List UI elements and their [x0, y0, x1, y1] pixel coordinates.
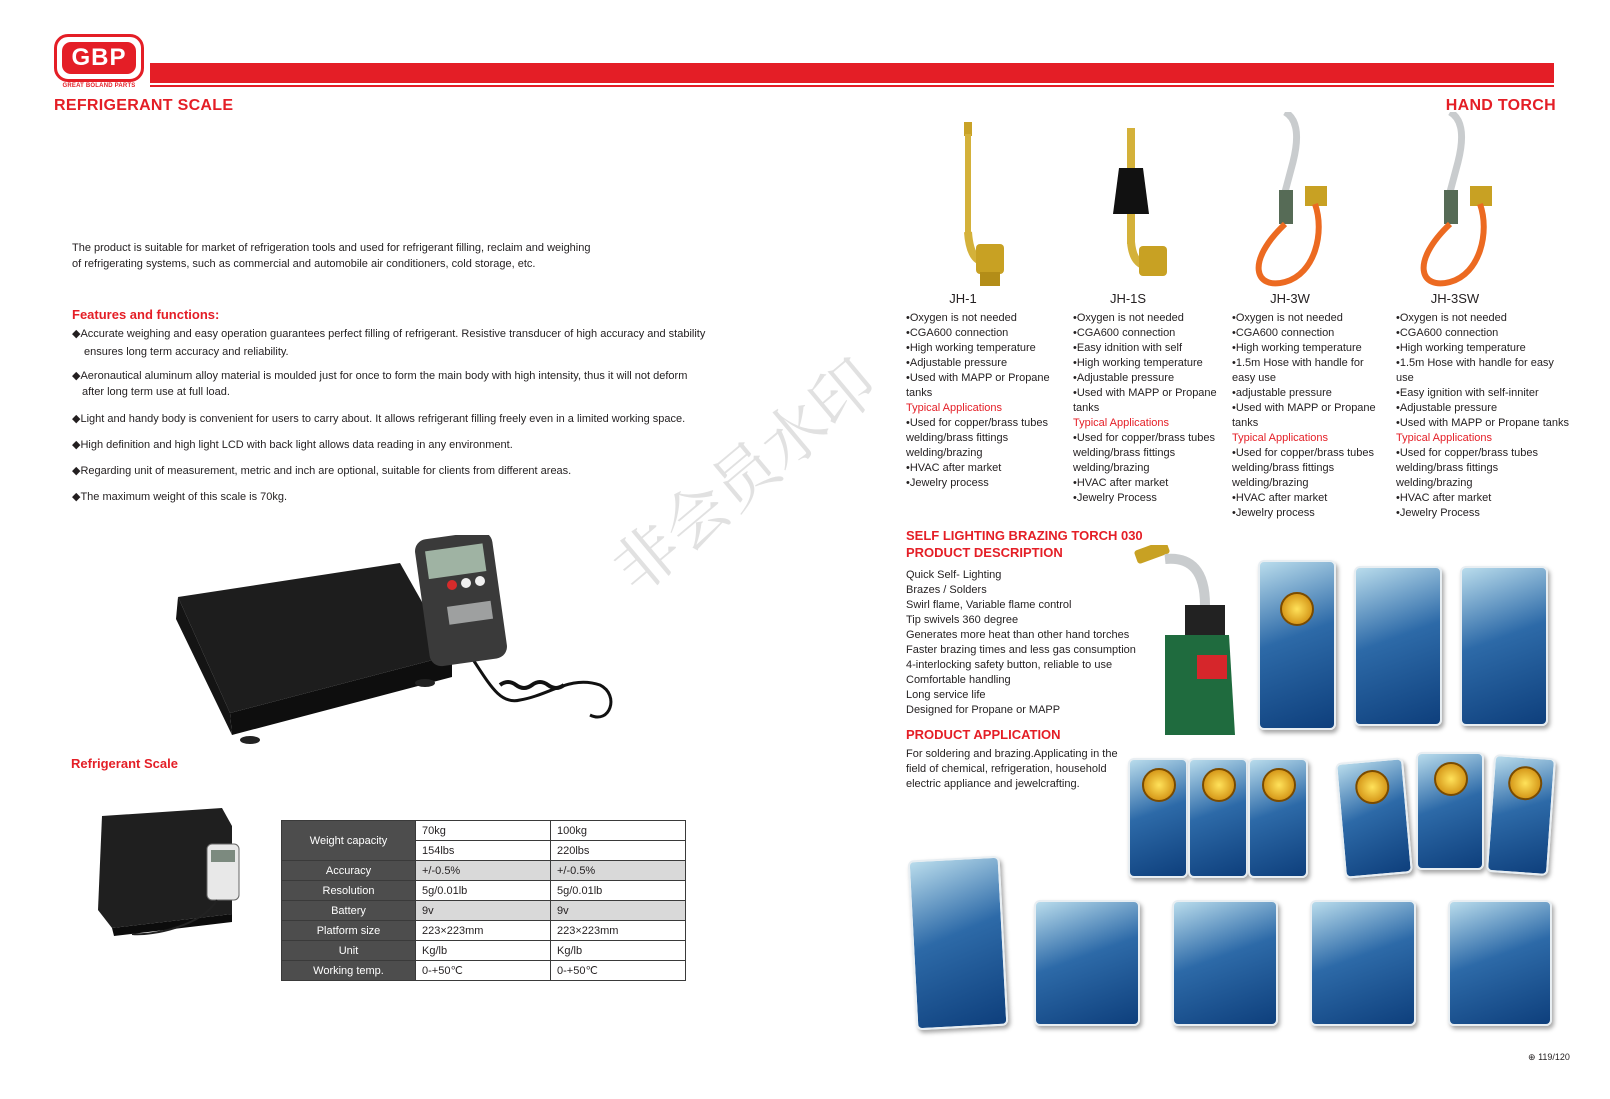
- spec-value: 9v: [551, 901, 686, 921]
- package-photo: [1335, 757, 1413, 878]
- torch-feature-line: •CGA600 connection: [1073, 327, 1176, 339]
- torch-feature-line: •Jewelry Process: [1396, 507, 1480, 519]
- typical-applications-heading: Typical Applications: [1073, 417, 1169, 429]
- typical-applications-heading: Typical Applications: [906, 402, 1002, 414]
- description-line: Tip swivels 360 degree: [906, 614, 1019, 626]
- torch-feature-line: use: [1396, 372, 1414, 384]
- torch-feature-line: welding/brass fittings: [906, 432, 1009, 444]
- model-name-jh3sw: JH-3SW: [1430, 291, 1480, 306]
- package-photo: [1034, 900, 1140, 1026]
- torch-feature-line: •High working temperature: [1232, 342, 1362, 354]
- feature-line: ◆High definition and high light LCD with back light allows data reading in any environment.: [72, 439, 513, 451]
- spec-value: Kg/lb: [416, 941, 551, 961]
- product-description: [906, 568, 1136, 718]
- table-row: [282, 881, 686, 901]
- torch-jh1s-image: [1105, 128, 1175, 290]
- spec-label: Weight capacity: [282, 821, 416, 861]
- spec-value: +/-0.5%: [551, 861, 686, 881]
- torch-feature-line: tanks: [1232, 417, 1259, 429]
- logo-frame: [54, 34, 144, 82]
- torch-feature-line: •HVAC after market: [1232, 492, 1328, 504]
- feature-item: [72, 326, 732, 360]
- spec-value: 0-+50℃: [551, 961, 686, 981]
- torch-feature-line: •High working temperature: [1073, 357, 1203, 369]
- torch-feature-line: •HVAC after market: [1396, 492, 1492, 504]
- description-line: 4-interlocking safety button, reliable to use: [906, 659, 1113, 671]
- torch-feature-line: •Oxygen is not needed: [906, 312, 1017, 324]
- feature-line: after long term use at full load.: [82, 386, 230, 398]
- torch-feature-line: •Jewelry process: [1232, 507, 1315, 519]
- package-photo: [908, 856, 1009, 1031]
- refrigerant-scale-small-image: [92, 806, 262, 946]
- package-photo: [1448, 900, 1552, 1026]
- table-row: [282, 921, 686, 941]
- spec-value: 220lbs: [551, 841, 686, 861]
- table-row: [282, 861, 686, 881]
- right-page-title: HAND TORCH: [1445, 97, 1556, 114]
- spec-value: 9v: [416, 901, 551, 921]
- package-photo: [1258, 560, 1336, 730]
- model-name-jh3w: JH-3W: [1270, 291, 1310, 306]
- features-title: Features and functions:: [72, 307, 220, 322]
- torch-feature-line: •Jewelry process: [906, 477, 989, 489]
- torch-feature-line: tanks: [1073, 402, 1100, 414]
- torch-feature-line: welding/brass fittings: [1073, 447, 1176, 459]
- torch-features-jh3sw: [1396, 311, 1576, 521]
- torch-feature-line: •High working temperature: [1396, 342, 1526, 354]
- spec-value: +/-0.5%: [416, 861, 551, 881]
- torch-feature-line: •HVAC after market: [1073, 477, 1169, 489]
- torch-jh3sw-image: [1410, 112, 1510, 290]
- torch-feature-line: •CGA600 connection: [906, 327, 1009, 339]
- torch-feature-line: welding/brass fittings: [1396, 462, 1499, 474]
- torch-feature-line: •Used with MAPP or Propane tanks: [1396, 417, 1570, 429]
- feature-item: [72, 368, 732, 400]
- spec-table: [281, 820, 686, 981]
- torch-jh3w-image: [1245, 112, 1345, 290]
- header-red-line: [150, 85, 1554, 87]
- torch-feature-line: welding/brazing: [1396, 477, 1473, 489]
- torch-feature-line: •Adjustable pressure: [906, 357, 1008, 369]
- description-line: Generates more heat than other hand torches: [906, 629, 1130, 641]
- table-row: [282, 961, 686, 981]
- application-line: field of chemical, refrigeration, household: [906, 763, 1107, 775]
- torch-feature-line: •1.5m Hose with handle for: [1232, 357, 1364, 369]
- torch-feature-line: welding/brazing: [1232, 477, 1309, 489]
- feature-line: ◆Aeronautical aluminum alloy material is moulded just for once to form the main body with high intensity, thus it will not deform: [72, 370, 688, 382]
- torch-feature-line: •High working temperature: [906, 342, 1036, 354]
- spec-value: 100kg: [551, 821, 686, 841]
- refrigerant-scale-image: [170, 535, 630, 765]
- typical-applications-heading: Typical Applications: [1232, 432, 1328, 444]
- torch-feature-line: •Oxygen is not needed: [1396, 312, 1507, 324]
- description-line: Brazes / Solders: [906, 584, 987, 596]
- spec-value: 70kg: [416, 821, 551, 841]
- logo-subtitle: GREAT BOLAND PARTS: [62, 83, 136, 89]
- torch-feature-line: •adjustable pressure: [1232, 387, 1332, 399]
- torch-feature-line: welding/brazing: [1073, 462, 1150, 474]
- torch-feature-line: •Used with MAPP or Propane: [1073, 387, 1217, 399]
- torch-jh1-image: [940, 122, 1010, 290]
- spec-label: Resolution: [282, 881, 416, 901]
- spec-label: Platform size: [282, 921, 416, 941]
- intro-line: The product is suitable for market of refrigeration tools and used for refrigerant filling, reclaim and weighing: [72, 242, 591, 254]
- torch-feature-line: •Used for copper/brass tubes: [1073, 432, 1216, 444]
- description-line: Comfortable handling: [906, 674, 1011, 686]
- description-line: Long service life: [906, 689, 986, 701]
- torch-features-jh3w: [1232, 311, 1392, 521]
- description-line: Swirl flame, Variable flame control: [906, 599, 1072, 611]
- torch-feature-line: •Adjustable pressure: [1396, 402, 1498, 414]
- feature-item: [72, 463, 732, 479]
- gbp-logo: [54, 34, 144, 92]
- torch-feature-line: •Used with MAPP or Propane: [1232, 402, 1376, 414]
- intro-line: of refrigerating systems, such as commercial and automobile air conditioners, cold storage, etc.: [72, 258, 536, 270]
- table-row: [282, 821, 686, 841]
- spec-value: 223×223mm: [416, 921, 551, 941]
- scale-product-label: Refrigerant Scale: [71, 756, 178, 771]
- header-red-bar: [150, 63, 1554, 83]
- feature-line: ◆Accurate weighing and easy operation guarantees perfect filling of refrigerant. Resistive transducer of high accuracy and stability: [72, 328, 706, 340]
- spec-label: Working temp.: [282, 961, 416, 981]
- table-row: [282, 941, 686, 961]
- torch-features-jh1: [906, 311, 1066, 491]
- watermark: 非会员水印: [599, 345, 893, 609]
- product-application: [906, 747, 1118, 792]
- model-name-jh1: JH-1: [949, 291, 977, 306]
- spec-value: 223×223mm: [551, 921, 686, 941]
- torch-feature-line: •Used with MAPP or Propane: [906, 372, 1050, 384]
- spec-label: Battery: [282, 901, 416, 921]
- left-page-title: REFRIGERANT SCALE: [54, 97, 234, 114]
- package-photo: [1486, 754, 1556, 876]
- torch-feature-line: welding/brass fittings: [1232, 462, 1335, 474]
- torch-feature-line: •Easy idnition with self: [1073, 342, 1183, 354]
- torch-feature-line: welding/brazing: [906, 447, 983, 459]
- feature-line: ◆Regarding unit of measurement, metric and inch are optional, suitable for clients from different areas.: [72, 465, 572, 477]
- spec-value: 0-+50℃: [416, 961, 551, 981]
- package-photo: [1188, 758, 1248, 878]
- torch-feature-line: •Used for copper/brass tubes: [1396, 447, 1539, 459]
- torch-feature-line: •Adjustable pressure: [1073, 372, 1175, 384]
- package-photo: [1416, 752, 1484, 870]
- torch-feature-line: easy use: [1232, 372, 1277, 384]
- torch-features-jh1s: [1073, 311, 1233, 506]
- globe-icon: ⊕: [1528, 1052, 1536, 1062]
- package-photo: [1310, 900, 1416, 1026]
- torch-feature-line: •CGA600 connection: [1232, 327, 1335, 339]
- package-photo: [1354, 566, 1442, 726]
- torch-feature-line: •HVAC after market: [906, 462, 1002, 474]
- torch-feature-line: •Used for copper/brass tubes: [1232, 447, 1375, 459]
- spec-value: 5g/0.01lb: [416, 881, 551, 901]
- package-photo: [1460, 566, 1548, 726]
- torch-feature-line: •Used for copper/brass tubes: [906, 417, 1049, 429]
- spec-value: 5g/0.01lb: [551, 881, 686, 901]
- package-photo: [1172, 900, 1278, 1026]
- application-line: electric appliance and jewelcrafting.: [906, 778, 1080, 790]
- torch-feature-line: tanks: [906, 387, 933, 399]
- self-lighting-torch-image: [1125, 545, 1245, 745]
- spec-value: Kg/lb: [551, 941, 686, 961]
- torch-feature-line: •Easy ignition with self-inniter: [1396, 387, 1539, 399]
- feature-item: [72, 411, 732, 427]
- page-number: [1528, 1052, 1570, 1063]
- feature-line: ◆Light and handy body is convenient for users to carry about. It allows refrigerant filling freely even in a limited working space.: [72, 413, 686, 425]
- package-photo: [1128, 758, 1188, 878]
- spec-value: 154lbs: [416, 841, 551, 861]
- torch-feature-line: •1.5m Hose with handle for easy: [1396, 357, 1554, 369]
- spec-label: Accuracy: [282, 861, 416, 881]
- table-row: [282, 901, 686, 921]
- page-number-text: 119/120: [1538, 1052, 1570, 1062]
- logo-text: GBP: [62, 42, 136, 74]
- product-description-title: PRODUCT DESCRIPTION: [906, 545, 1063, 560]
- feature-line: ensures long term accuracy and reliability.: [84, 346, 289, 358]
- torch-feature-line: •CGA600 connection: [1396, 327, 1499, 339]
- typical-applications-heading: Typical Applications: [1396, 432, 1492, 444]
- package-photo: [1248, 758, 1308, 878]
- feature-line: ◆The maximum weight of this scale is 70kg.: [72, 491, 288, 503]
- product-application-title: PRODUCT APPLICATION: [906, 727, 1061, 742]
- torch-feature-line: •Oxygen is not needed: [1232, 312, 1343, 324]
- torch-feature-line: •Oxygen is not needed: [1073, 312, 1184, 324]
- self-lighting-title: SELF LIGHTING BRAZING TORCH 030: [906, 528, 1143, 543]
- description-line: Faster brazing times and less gas consumption: [906, 644, 1136, 656]
- torch-feature-line: •Jewelry Process: [1073, 492, 1157, 504]
- spec-label: Unit: [282, 941, 416, 961]
- scale-intro: [72, 240, 612, 272]
- feature-item: [72, 437, 732, 453]
- application-line: For soldering and brazing.Applicating in the: [906, 748, 1118, 760]
- model-name-jh1s: JH-1S: [1109, 291, 1147, 306]
- description-line: Quick Self- Lighting: [906, 569, 1002, 581]
- description-line: Designed for Propane or MAPP: [906, 704, 1061, 716]
